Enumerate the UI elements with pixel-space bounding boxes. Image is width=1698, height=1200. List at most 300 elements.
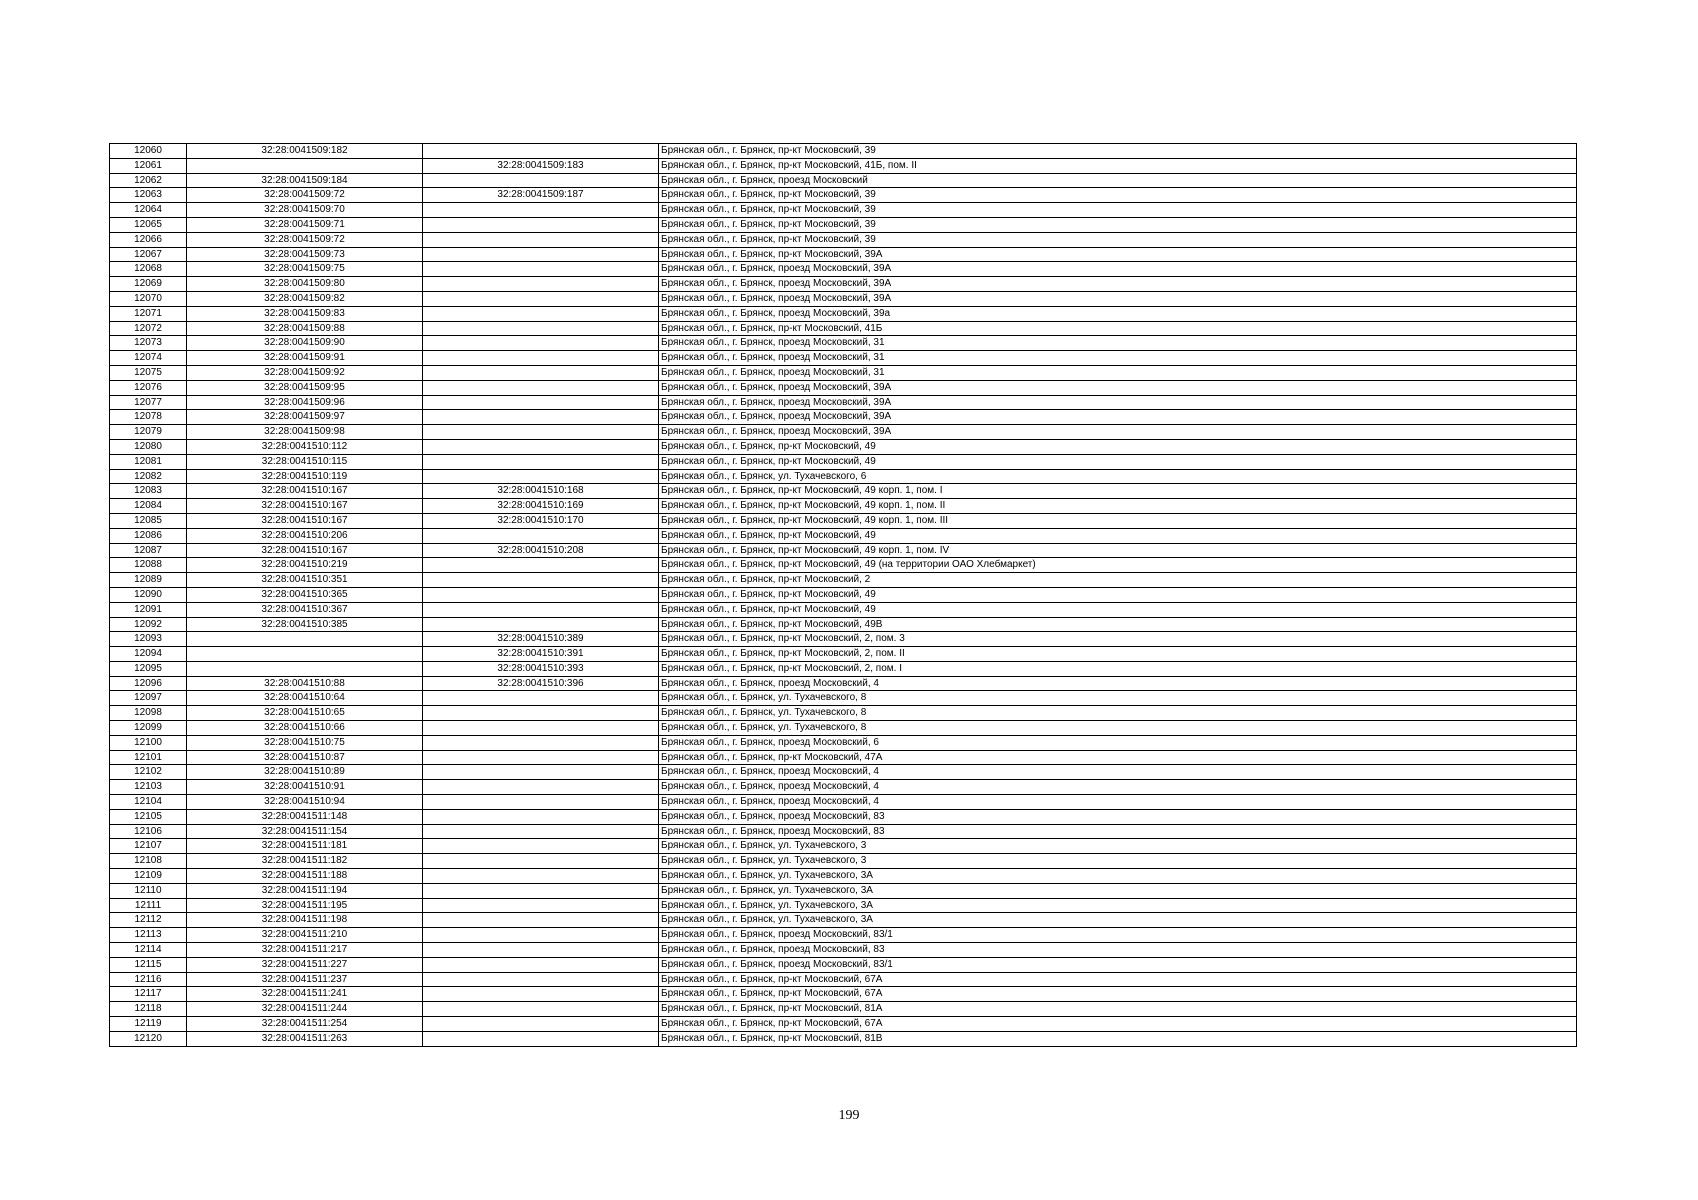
- related-cadastral-number-cell: [423, 306, 659, 321]
- related-cadastral-number-cell: [423, 439, 659, 454]
- table-row: [110, 188, 1577, 203]
- address-cell: Брянская обл., г. Брянск, пр-кт Московский, 49 корп. 1, пом. IV: [659, 543, 1577, 558]
- address-cell: Брянская обл., г. Брянск, проезд Московский, 39А: [659, 410, 1577, 425]
- row-number-cell: 12116: [110, 972, 187, 987]
- address-cell: Брянская обл., г. Брянск, пр-кт Московский, 39: [659, 217, 1577, 232]
- cadastral-number-cell: 32:28:0041509:83: [187, 306, 423, 321]
- table-row: [110, 721, 1577, 736]
- cadastral-number-cell: 32:28:0041511:182: [187, 854, 423, 869]
- row-number-cell: 12075: [110, 365, 187, 380]
- address-cell: Брянская обл., г. Брянск, пр-кт Московский, 67А: [659, 1017, 1577, 1032]
- address-cell: Брянская обл., г. Брянск, проезд Московский, 39А: [659, 291, 1577, 306]
- address-cell: Брянская обл., г. Брянск, пр-кт Московский, 49: [659, 602, 1577, 617]
- row-number-cell: 12079: [110, 425, 187, 440]
- cadastral-number-cell: 32:28:0041509:184: [187, 173, 423, 188]
- table-row: [110, 795, 1577, 810]
- address-cell: Брянская обл., г. Брянск, проезд Московский, 6: [659, 735, 1577, 750]
- related-cadastral-number-cell: [423, 839, 659, 854]
- address-cell: Брянская обл., г. Брянск, проезд Московский, 39А: [659, 262, 1577, 277]
- related-cadastral-number-cell: [423, 883, 659, 898]
- related-cadastral-number-cell: 32:28:0041510:169: [423, 499, 659, 514]
- table-row: [110, 869, 1577, 884]
- address-cell: Брянская обл., г. Брянск, проезд Московский, 39А: [659, 395, 1577, 410]
- row-number-cell: 12094: [110, 647, 187, 662]
- row-number-cell: 12118: [110, 1002, 187, 1017]
- row-number-cell: 12093: [110, 632, 187, 647]
- address-cell: Брянская обл., г. Брянск, пр-кт Московский, 41Б: [659, 321, 1577, 336]
- table-row: [110, 854, 1577, 869]
- address-cell: Брянская обл., г. Брянск, пр-кт Московский, 49: [659, 439, 1577, 454]
- address-cell: Брянская обл., г. Брянск, ул. Тухачевского, 3А: [659, 883, 1577, 898]
- related-cadastral-number-cell: [423, 824, 659, 839]
- cadastral-number-cell: 32:28:0041511:181: [187, 839, 423, 854]
- related-cadastral-number-cell: [423, 380, 659, 395]
- cadastral-number-cell: 32:28:0041510:385: [187, 617, 423, 632]
- row-number-cell: 12101: [110, 750, 187, 765]
- table-row: [110, 144, 1577, 159]
- row-number-cell: 12076: [110, 380, 187, 395]
- row-number-cell: 12096: [110, 676, 187, 691]
- row-number-cell: 12102: [110, 765, 187, 780]
- address-cell: Брянская обл., г. Брянск, проезд Московский, 83: [659, 943, 1577, 958]
- row-number-cell: 12068: [110, 262, 187, 277]
- cadastral-number-cell: 32:28:0041509:82: [187, 291, 423, 306]
- cadastral-number-cell: 32:28:0041509:97: [187, 410, 423, 425]
- cadastral-number-cell: 32:28:0041511:244: [187, 1002, 423, 1017]
- related-cadastral-number-cell: [423, 247, 659, 262]
- table-row: [110, 203, 1577, 218]
- row-number-cell: 12105: [110, 809, 187, 824]
- related-cadastral-number-cell: [423, 469, 659, 484]
- row-number-cell: 12069: [110, 277, 187, 292]
- row-number-cell: 12060: [110, 144, 187, 159]
- related-cadastral-number-cell: 32:28:0041510:396: [423, 676, 659, 691]
- table-row: [110, 247, 1577, 262]
- table-row: [110, 484, 1577, 499]
- row-number-cell: 12089: [110, 573, 187, 588]
- table-row: [110, 735, 1577, 750]
- register-table-body: [110, 144, 1577, 1047]
- address-cell: Брянская обл., г. Брянск, пр-кт Московский, 67А: [659, 972, 1577, 987]
- table-row: [110, 277, 1577, 292]
- table-row: [110, 647, 1577, 662]
- related-cadastral-number-cell: [423, 1017, 659, 1032]
- address-cell: Брянская обл., г. Брянск, пр-кт Московский, 81А: [659, 1002, 1577, 1017]
- cadastral-number-cell: 32:28:0041510:65: [187, 706, 423, 721]
- related-cadastral-number-cell: [423, 898, 659, 913]
- table-row: [110, 809, 1577, 824]
- row-number-cell: 12072: [110, 321, 187, 336]
- row-number-cell: 12090: [110, 587, 187, 602]
- related-cadastral-number-cell: [423, 957, 659, 972]
- row-number-cell: 12109: [110, 869, 187, 884]
- table-row: [110, 558, 1577, 573]
- row-number-cell: 12117: [110, 987, 187, 1002]
- property-register-table: [109, 143, 1577, 1047]
- table-row: [110, 943, 1577, 958]
- related-cadastral-number-cell: [423, 277, 659, 292]
- related-cadastral-number-cell: [423, 1002, 659, 1017]
- cadastral-number-cell: 32:28:0041511:237: [187, 972, 423, 987]
- related-cadastral-number-cell: 32:28:0041510:393: [423, 661, 659, 676]
- cadastral-number-cell: [187, 661, 423, 676]
- table-row: [110, 365, 1577, 380]
- address-cell: Брянская обл., г. Брянск, ул. Тухачевского, 8: [659, 721, 1577, 736]
- cadastral-number-cell: 32:28:0041511:217: [187, 943, 423, 958]
- cadastral-number-cell: 32:28:0041511:241: [187, 987, 423, 1002]
- related-cadastral-number-cell: [423, 351, 659, 366]
- related-cadastral-number-cell: 32:28:0041509:183: [423, 158, 659, 173]
- address-cell: Брянская обл., г. Брянск, пр-кт Московский, 2, пом. II: [659, 647, 1577, 662]
- cadastral-number-cell: 32:28:0041509:91: [187, 351, 423, 366]
- row-number-cell: 12108: [110, 854, 187, 869]
- row-number-cell: 12061: [110, 158, 187, 173]
- address-cell: Брянская обл., г. Брянск, проезд Московский, 31: [659, 336, 1577, 351]
- cadastral-number-cell: 32:28:0041509:96: [187, 395, 423, 410]
- cadastral-number-cell: 32:28:0041511:210: [187, 928, 423, 943]
- row-number-cell: 12083: [110, 484, 187, 499]
- row-number-cell: 12110: [110, 883, 187, 898]
- row-number-cell: 12115: [110, 957, 187, 972]
- cadastral-number-cell: 32:28:0041511:198: [187, 913, 423, 928]
- table-row: [110, 380, 1577, 395]
- row-number-cell: 12084: [110, 499, 187, 514]
- table-row: [110, 987, 1577, 1002]
- related-cadastral-number-cell: [423, 617, 659, 632]
- address-cell: Брянская обл., г. Брянск, проезд Московский, 83/1: [659, 957, 1577, 972]
- table-row: [110, 291, 1577, 306]
- cadastral-number-cell: 32:28:0041510:206: [187, 528, 423, 543]
- related-cadastral-number-cell: [423, 321, 659, 336]
- address-cell: Брянская обл., г. Брянск, пр-кт Московский, 49 корп. 1, пом. I: [659, 484, 1577, 499]
- address-cell: Брянская обл., г. Брянск, ул. Тухачевского, 8: [659, 706, 1577, 721]
- row-number-cell: 12088: [110, 558, 187, 573]
- related-cadastral-number-cell: [423, 410, 659, 425]
- cadastral-number-cell: 32:28:0041511:195: [187, 898, 423, 913]
- row-number-cell: 12097: [110, 691, 187, 706]
- address-cell: Брянская обл., г. Брянск, пр-кт Московский, 49 (на территории ОАО Хлебмаркет): [659, 558, 1577, 573]
- row-number-cell: 12077: [110, 395, 187, 410]
- address-cell: Брянская обл., г. Брянск, пр-кт Московский, 41Б, пом. II: [659, 158, 1577, 173]
- table-row: [110, 499, 1577, 514]
- address-cell: Брянская обл., г. Брянск, пр-кт Московский, 39: [659, 144, 1577, 159]
- table-row: [110, 173, 1577, 188]
- row-number-cell: 12119: [110, 1017, 187, 1032]
- row-number-cell: 12099: [110, 721, 187, 736]
- row-number-cell: 12112: [110, 913, 187, 928]
- related-cadastral-number-cell: [423, 943, 659, 958]
- address-cell: Брянская обл., г. Брянск, пр-кт Московский, 39: [659, 203, 1577, 218]
- table-row: [110, 262, 1577, 277]
- table-row: [110, 883, 1577, 898]
- address-cell: Брянская обл., г. Брянск, проезд Московский, 31: [659, 351, 1577, 366]
- row-number-cell: 12103: [110, 780, 187, 795]
- related-cadastral-number-cell: [423, 425, 659, 440]
- cadastral-number-cell: 32:28:0041509:88: [187, 321, 423, 336]
- row-number-cell: 12063: [110, 188, 187, 203]
- row-number-cell: 12095: [110, 661, 187, 676]
- address-cell: Брянская обл., г. Брянск, пр-кт Московский, 49В: [659, 617, 1577, 632]
- address-cell: Брянская обл., г. Брянск, ул. Тухачевского, 3: [659, 839, 1577, 854]
- related-cadastral-number-cell: [423, 987, 659, 1002]
- related-cadastral-number-cell: [423, 365, 659, 380]
- table-row: [110, 824, 1577, 839]
- row-number-cell: 12071: [110, 306, 187, 321]
- cadastral-number-cell: 32:28:0041511:194: [187, 883, 423, 898]
- related-cadastral-number-cell: 32:28:0041510:170: [423, 513, 659, 528]
- cadastral-number-cell: 32:28:0041510:87: [187, 750, 423, 765]
- cadastral-number-cell: 32:28:0041510:167: [187, 499, 423, 514]
- table-row: [110, 661, 1577, 676]
- cadastral-number-cell: 32:28:0041510:367: [187, 602, 423, 617]
- table-row: [110, 439, 1577, 454]
- table-row: [110, 395, 1577, 410]
- cadastral-number-cell: 32:28:0041511:148: [187, 809, 423, 824]
- address-cell: Брянская обл., г. Брянск, пр-кт Московский, 67А: [659, 987, 1577, 1002]
- related-cadastral-number-cell: 32:28:0041510:389: [423, 632, 659, 647]
- cadastral-number-cell: 32:28:0041510:351: [187, 573, 423, 588]
- address-cell: Брянская обл., г. Брянск, проезд Московский, 83/1: [659, 928, 1577, 943]
- related-cadastral-number-cell: [423, 913, 659, 928]
- row-number-cell: 12106: [110, 824, 187, 839]
- related-cadastral-number-cell: [423, 203, 659, 218]
- related-cadastral-number-cell: 32:28:0041509:187: [423, 188, 659, 203]
- table-row: [110, 587, 1577, 602]
- table-row: [110, 321, 1577, 336]
- cadastral-number-cell: 32:28:0041509:98: [187, 425, 423, 440]
- page-number: 199: [838, 1108, 860, 1123]
- row-number-cell: 12065: [110, 217, 187, 232]
- table-row: [110, 217, 1577, 232]
- related-cadastral-number-cell: [423, 528, 659, 543]
- related-cadastral-number-cell: [423, 691, 659, 706]
- address-cell: Брянская обл., г. Брянск, проезд Московский, 4: [659, 780, 1577, 795]
- cadastral-number-cell: 32:28:0041510:112: [187, 439, 423, 454]
- table-row: [110, 336, 1577, 351]
- related-cadastral-number-cell: [423, 854, 659, 869]
- row-number-cell: 12070: [110, 291, 187, 306]
- table-row: [110, 617, 1577, 632]
- related-cadastral-number-cell: [423, 395, 659, 410]
- address-cell: Брянская обл., г. Брянск, пр-кт Московский, 49 корп. 1, пом. II: [659, 499, 1577, 514]
- row-number-cell: 12086: [110, 528, 187, 543]
- row-number-cell: 12073: [110, 336, 187, 351]
- row-number-cell: 12092: [110, 617, 187, 632]
- table-row: [110, 972, 1577, 987]
- related-cadastral-number-cell: [423, 232, 659, 247]
- row-number-cell: 12113: [110, 928, 187, 943]
- table-row: [110, 691, 1577, 706]
- related-cadastral-number-cell: [423, 721, 659, 736]
- row-number-cell: 12081: [110, 454, 187, 469]
- cadastral-number-cell: 32:28:0041509:70: [187, 203, 423, 218]
- cadastral-number-cell: 32:28:0041510:167: [187, 543, 423, 558]
- address-cell: Брянская обл., г. Брянск, проезд Московский, 4: [659, 765, 1577, 780]
- address-cell: Брянская обл., г. Брянск, проезд Московский, 4: [659, 676, 1577, 691]
- cadastral-number-cell: 32:28:0041510:115: [187, 454, 423, 469]
- table-row: [110, 543, 1577, 558]
- address-cell: Брянская обл., г. Брянск, проезд Московский, 83: [659, 824, 1577, 839]
- table-row: [110, 632, 1577, 647]
- address-cell: Брянская обл., г. Брянск, пр-кт Московский, 2, пом. I: [659, 661, 1577, 676]
- cadastral-number-cell: 32:28:0041509:92: [187, 365, 423, 380]
- related-cadastral-number-cell: [423, 928, 659, 943]
- row-number-cell: 12074: [110, 351, 187, 366]
- related-cadastral-number-cell: [423, 291, 659, 306]
- related-cadastral-number-cell: [423, 217, 659, 232]
- cadastral-number-cell: 32:28:0041509:72: [187, 188, 423, 203]
- address-cell: Брянская обл., г. Брянск, пр-кт Московский, 2, пом. 3: [659, 632, 1577, 647]
- address-cell: Брянская обл., г. Брянск, ул. Тухачевского, 6: [659, 469, 1577, 484]
- row-number-cell: 12080: [110, 439, 187, 454]
- related-cadastral-number-cell: 32:28:0041510:208: [423, 543, 659, 558]
- address-cell: Брянская обл., г. Брянск, пр-кт Московский, 39: [659, 232, 1577, 247]
- address-cell: Брянская обл., г. Брянск, пр-кт Московский, 49 корп. 1, пом. III: [659, 513, 1577, 528]
- address-cell: Брянская обл., г. Брянск, пр-кт Московский, 49: [659, 454, 1577, 469]
- related-cadastral-number-cell: [423, 587, 659, 602]
- cadastral-number-cell: 32:28:0041510:94: [187, 795, 423, 810]
- cadastral-number-cell: 32:28:0041511:188: [187, 869, 423, 884]
- table-row: [110, 513, 1577, 528]
- table-row: [110, 706, 1577, 721]
- cadastral-number-cell: 32:28:0041509:90: [187, 336, 423, 351]
- table-row: [110, 750, 1577, 765]
- cadastral-number-cell: 32:28:0041509:80: [187, 277, 423, 292]
- related-cadastral-number-cell: [423, 573, 659, 588]
- cadastral-number-cell: 32:28:0041510:66: [187, 721, 423, 736]
- related-cadastral-number-cell: [423, 454, 659, 469]
- table-row: [110, 232, 1577, 247]
- cadastral-number-cell: 32:28:0041509:75: [187, 262, 423, 277]
- related-cadastral-number-cell: [423, 262, 659, 277]
- address-cell: Брянская обл., г. Брянск, проезд Московский, 83: [659, 809, 1577, 824]
- cadastral-number-cell: 32:28:0041510:64: [187, 691, 423, 706]
- table-row: [110, 528, 1577, 543]
- table-row: [110, 454, 1577, 469]
- related-cadastral-number-cell: [423, 144, 659, 159]
- table-row: [110, 351, 1577, 366]
- row-number-cell: 12114: [110, 943, 187, 958]
- table-row: [110, 425, 1577, 440]
- row-number-cell: 12078: [110, 410, 187, 425]
- related-cadastral-number-cell: [423, 795, 659, 810]
- address-cell: Брянская обл., г. Брянск, проезд Московский, 39а: [659, 306, 1577, 321]
- cadastral-number-cell: 32:28:0041509:71: [187, 217, 423, 232]
- cadastral-number-cell: 32:28:0041510:89: [187, 765, 423, 780]
- cadastral-number-cell: [187, 632, 423, 647]
- related-cadastral-number-cell: [423, 173, 659, 188]
- address-cell: Брянская обл., г. Брянск, ул. Тухачевского, 3А: [659, 898, 1577, 913]
- cadastral-number-cell: 32:28:0041509:72: [187, 232, 423, 247]
- row-number-cell: 12066: [110, 232, 187, 247]
- cadastral-number-cell: [187, 647, 423, 662]
- cadastral-number-cell: 32:28:0041510:75: [187, 735, 423, 750]
- related-cadastral-number-cell: 32:28:0041510:391: [423, 647, 659, 662]
- related-cadastral-number-cell: [423, 972, 659, 987]
- table-row: [110, 573, 1577, 588]
- address-cell: Брянская обл., г. Брянск, пр-кт Московский, 2: [659, 573, 1577, 588]
- related-cadastral-number-cell: [423, 765, 659, 780]
- row-number-cell: 12087: [110, 543, 187, 558]
- address-cell: Брянская обл., г. Брянск, пр-кт Московский, 39: [659, 188, 1577, 203]
- address-cell: Брянская обл., г. Брянск, ул. Тухачевского, 3А: [659, 913, 1577, 928]
- related-cadastral-number-cell: [423, 706, 659, 721]
- related-cadastral-number-cell: [423, 809, 659, 824]
- row-number-cell: 12082: [110, 469, 187, 484]
- cadastral-number-cell: 32:28:0041510:167: [187, 513, 423, 528]
- related-cadastral-number-cell: 32:28:0041510:168: [423, 484, 659, 499]
- row-number-cell: 12107: [110, 839, 187, 854]
- address-cell: Брянская обл., г. Брянск, проезд Московский, 39А: [659, 277, 1577, 292]
- table-row: [110, 1002, 1577, 1017]
- related-cadastral-number-cell: [423, 750, 659, 765]
- row-number-cell: 12067: [110, 247, 187, 262]
- address-cell: Брянская обл., г. Брянск, пр-кт Московский, 39А: [659, 247, 1577, 262]
- address-cell: Брянская обл., г. Брянск, ул. Тухачевского, 3А: [659, 869, 1577, 884]
- cadastral-number-cell: 32:28:0041511:254: [187, 1017, 423, 1032]
- cadastral-number-cell: 32:28:0041510:365: [187, 587, 423, 602]
- address-cell: Брянская обл., г. Брянск, проезд Московский, 31: [659, 365, 1577, 380]
- cadastral-number-cell: 32:28:0041511:227: [187, 957, 423, 972]
- cadastral-number-cell: 32:28:0041511:154: [187, 824, 423, 839]
- row-number-cell: 12111: [110, 898, 187, 913]
- related-cadastral-number-cell: [423, 558, 659, 573]
- cadastral-number-cell: 32:28:0041510:119: [187, 469, 423, 484]
- cadastral-number-cell: 32:28:0041509:73: [187, 247, 423, 262]
- cadastral-number-cell: 32:28:0041511:263: [187, 1031, 423, 1046]
- related-cadastral-number-cell: [423, 1031, 659, 1046]
- related-cadastral-number-cell: [423, 602, 659, 617]
- related-cadastral-number-cell: [423, 780, 659, 795]
- address-cell: Брянская обл., г. Брянск, проезд Московский, 39А: [659, 425, 1577, 440]
- address-cell: Брянская обл., г. Брянск, пр-кт Московский, 49: [659, 528, 1577, 543]
- address-cell: Брянская обл., г. Брянск, ул. Тухачевского, 3: [659, 854, 1577, 869]
- table-row: [110, 1031, 1577, 1046]
- table-row: [110, 957, 1577, 972]
- address-cell: Брянская обл., г. Брянск, проезд Московский, 4: [659, 795, 1577, 810]
- address-cell: Брянская обл., г. Брянск, проезд Московский, 39А: [659, 380, 1577, 395]
- table-row: [110, 928, 1577, 943]
- table-row: [110, 306, 1577, 321]
- cadastral-number-cell: 32:28:0041509:182: [187, 144, 423, 159]
- address-cell: Брянская обл., г. Брянск, пр-кт Московский, 49: [659, 587, 1577, 602]
- address-cell: Брянская обл., г. Брянск, пр-кт Московский, 47А: [659, 750, 1577, 765]
- table-row: [110, 839, 1577, 854]
- cadastral-number-cell: 32:28:0041510:219: [187, 558, 423, 573]
- table-row: [110, 676, 1577, 691]
- address-cell: Брянская обл., г. Брянск, проезд Московский: [659, 173, 1577, 188]
- row-number-cell: 12091: [110, 602, 187, 617]
- related-cadastral-number-cell: [423, 735, 659, 750]
- cadastral-number-cell: 32:28:0041510:91: [187, 780, 423, 795]
- row-number-cell: 12085: [110, 513, 187, 528]
- address-cell: Брянская обл., г. Брянск, ул. Тухачевского, 8: [659, 691, 1577, 706]
- row-number-cell: 12098: [110, 706, 187, 721]
- cadastral-number-cell: 32:28:0041510:167: [187, 484, 423, 499]
- table-row: [110, 780, 1577, 795]
- cadastral-number-cell: 32:28:0041509:95: [187, 380, 423, 395]
- table-row: [110, 1017, 1577, 1032]
- table-row: [110, 898, 1577, 913]
- row-number-cell: 12104: [110, 795, 187, 810]
- table-row: [110, 158, 1577, 173]
- address-cell: Брянская обл., г. Брянск, пр-кт Московский, 81В: [659, 1031, 1577, 1046]
- row-number-cell: 12100: [110, 735, 187, 750]
- row-number-cell: 12064: [110, 203, 187, 218]
- table-row: [110, 913, 1577, 928]
- table-row: [110, 765, 1577, 780]
- row-number-cell: 12120: [110, 1031, 187, 1046]
